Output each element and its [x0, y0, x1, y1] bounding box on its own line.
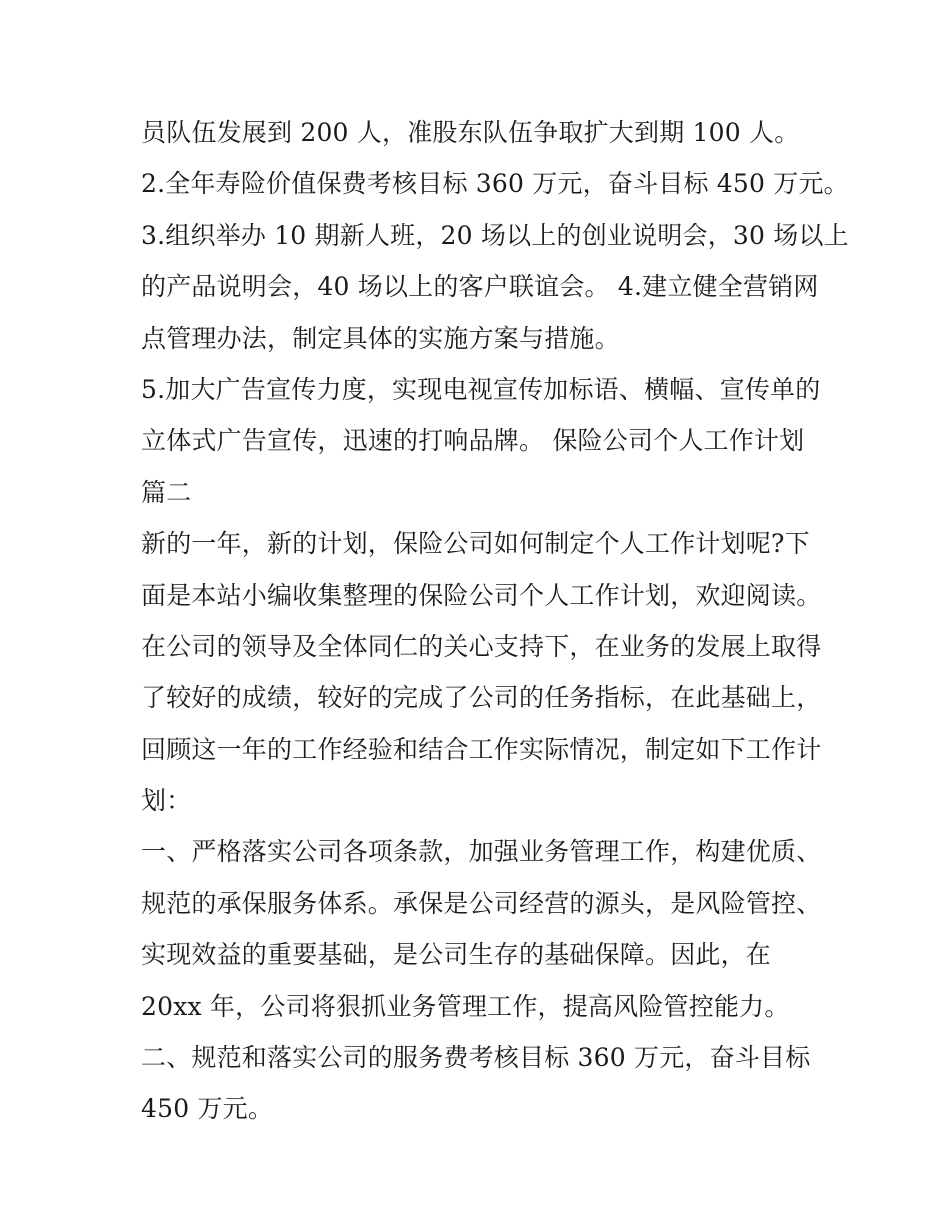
text-body: [141, 107, 849, 1135]
text-line: 回顾这一年的工作经验和结合工作实际情况，制定如下工作计: [141, 734, 822, 764]
text-line: 点管理办法，制定具体的实施方案与措施。: [141, 323, 620, 353]
text-line: 的产品说明会，40 场以上的客户联谊会。 4.建立健全营销网: [141, 272, 819, 302]
text-line: 新的一年，新的计划，保险公司如何制定个人工作计划呢?下: [141, 529, 810, 559]
text-line: 5.加大广告宣传力度，实现电视宣传加标语、横幅、宣传单的: [141, 374, 821, 404]
text-line: 规范的承保服务体系。承保是公司经营的源头，是风险管控、: [141, 888, 822, 918]
section-heading: 篇二: [141, 477, 192, 507]
text-line: 划：: [141, 786, 192, 816]
text-line: 20xx 年，公司将狠抓业务管理工作，提高风险管控能力。: [141, 991, 790, 1021]
text-line: 立体式广告宣传，迅速的打响品牌。 保险公司个人工作计划: [141, 426, 805, 456]
text-line: 员队伍发展到 200 人，准股东队伍争取扩大到期 100 人。: [141, 118, 800, 147]
text-line: 实现效益的重要基础，是公司生存的基础保障。因此，在: [141, 940, 772, 970]
text-line: 了较好的成绩，较好的完成了公司的任务指标，在此基础上，: [141, 683, 822, 713]
text-line: 2.全年寿险价值保费考核目标 360 万元，奋斗目标 450 万元。: [141, 169, 849, 199]
text-line: 二、规范和落实公司的服务费考核目标 360 万元，奋斗目标: [141, 1043, 811, 1073]
text-line: 在公司的领导及全体同仁的关心支持下，在业务的发展上取得: [141, 631, 822, 661]
text-line: 450 万元。: [141, 1094, 274, 1124]
text-line: 一、严格落实公司各项条款，加强业务管理工作，构建优质、: [141, 837, 822, 867]
text-line: 3.组织举办 10 期新人班，20 场以上的创业说明会，30 场以上: [141, 220, 849, 250]
text-line: 面是本站小编收集整理的保险公司个人工作计划，欢迎阅读。: [141, 580, 822, 610]
